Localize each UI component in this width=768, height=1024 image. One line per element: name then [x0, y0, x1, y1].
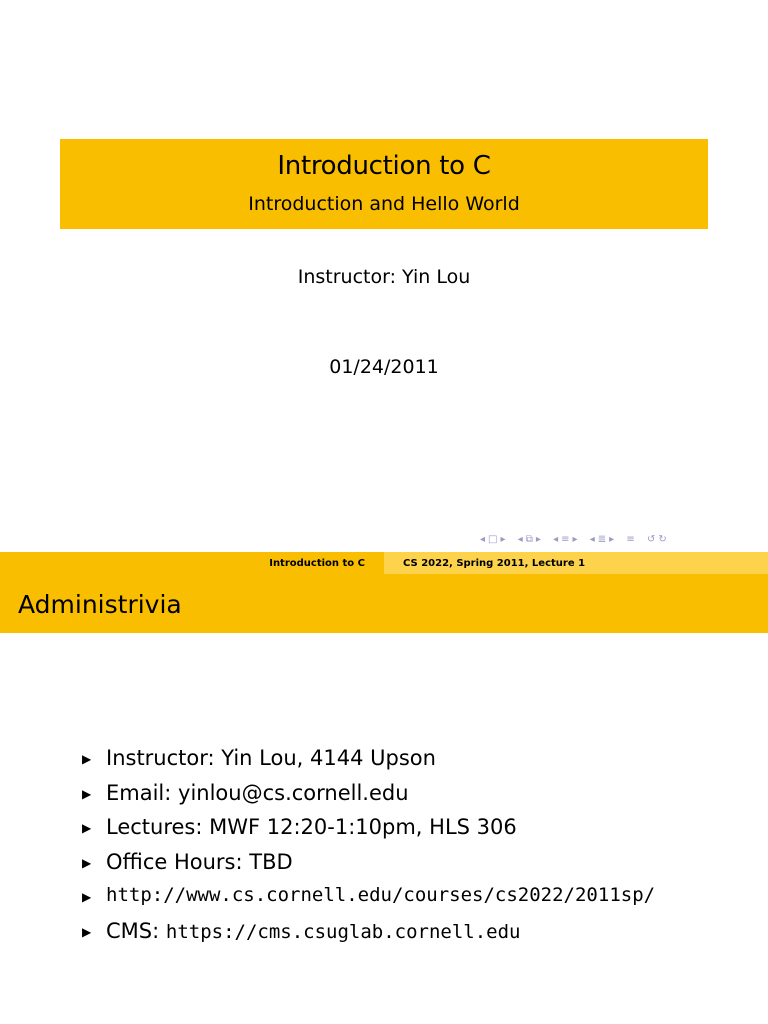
bullet-triangle-icon: ▶ — [82, 924, 92, 939]
cms-label: CMS: — [106, 918, 166, 943]
arrow-left-icon[interactable]: ◂ — [480, 534, 486, 545]
arrow-right-icon[interactable]: ▸ — [609, 534, 615, 545]
bullet-text: Lectures: MWF 12:20-1:10pm, HLS 306 — [106, 815, 517, 840]
headline-course-info: CS 2022, Spring 2011, Lecture 1 — [384, 552, 768, 574]
section-list-icon[interactable]: ≣ — [597, 534, 607, 545]
presentation-subtitle: Introduction and Hello World — [248, 193, 520, 215]
section-icon[interactable]: ≡ — [561, 534, 570, 545]
arrow-left-icon[interactable]: ◂ — [553, 534, 559, 545]
bullet-text — [106, 919, 520, 943]
instructor-line: Instructor: Yin Lou — [297, 266, 471, 288]
headline-bar — [0, 552, 768, 574]
appendix-icon[interactable]: ≡ — [626, 534, 635, 545]
bullet-text: Instructor: Yin Lou, 4144 Upson — [106, 746, 436, 770]
search-icon[interactable]: ↺ — [646, 534, 656, 545]
frame-icon[interactable]: □ — [488, 534, 498, 545]
bullet-triangle-icon: ▶ — [82, 890, 92, 905]
bullet-text: Office Hours: TBD — [106, 849, 293, 874]
frame-title-bar — [0, 574, 768, 633]
cms-url-link[interactable]: https://cms.csuglab.cornell.edu — [165, 920, 521, 943]
undo-icon[interactable]: ↻ — [658, 534, 667, 545]
title-box — [60, 139, 708, 229]
arrow-right-icon[interactable]: ▸ — [500, 534, 506, 545]
subsection-icon[interactable]: ⧉ — [525, 534, 533, 545]
headline-short-title: Introduction to C — [0, 552, 384, 574]
arrow-right-icon[interactable]: ▸ — [572, 534, 578, 545]
beamer-navigation — [480, 534, 670, 552]
presentation-title: Introduction to C — [277, 151, 491, 181]
bullet-triangle-icon: ▶ — [82, 786, 92, 801]
date-line: 01/24/2011 — [329, 356, 439, 378]
frame-title: Administrivia — [18, 590, 182, 619]
bullet-triangle-icon: ▶ — [82, 855, 92, 870]
arrow-right-icon[interactable]: ▸ — [535, 534, 541, 545]
bullet-triangle-icon: ▶ — [82, 752, 92, 766]
administrivia-slide — [0, 552, 768, 1024]
course-url-link[interactable]: http://www.cs.cornell.edu/courses/cs2022/2011sp/ — [106, 884, 656, 907]
bullet-text: Email: yinlou@cs.cornell.edu — [106, 780, 409, 805]
bullet-triangle-icon: ▶ — [82, 821, 92, 836]
arrow-left-icon[interactable]: ◂ — [517, 534, 523, 545]
arrow-left-icon[interactable]: ◂ — [589, 534, 595, 545]
